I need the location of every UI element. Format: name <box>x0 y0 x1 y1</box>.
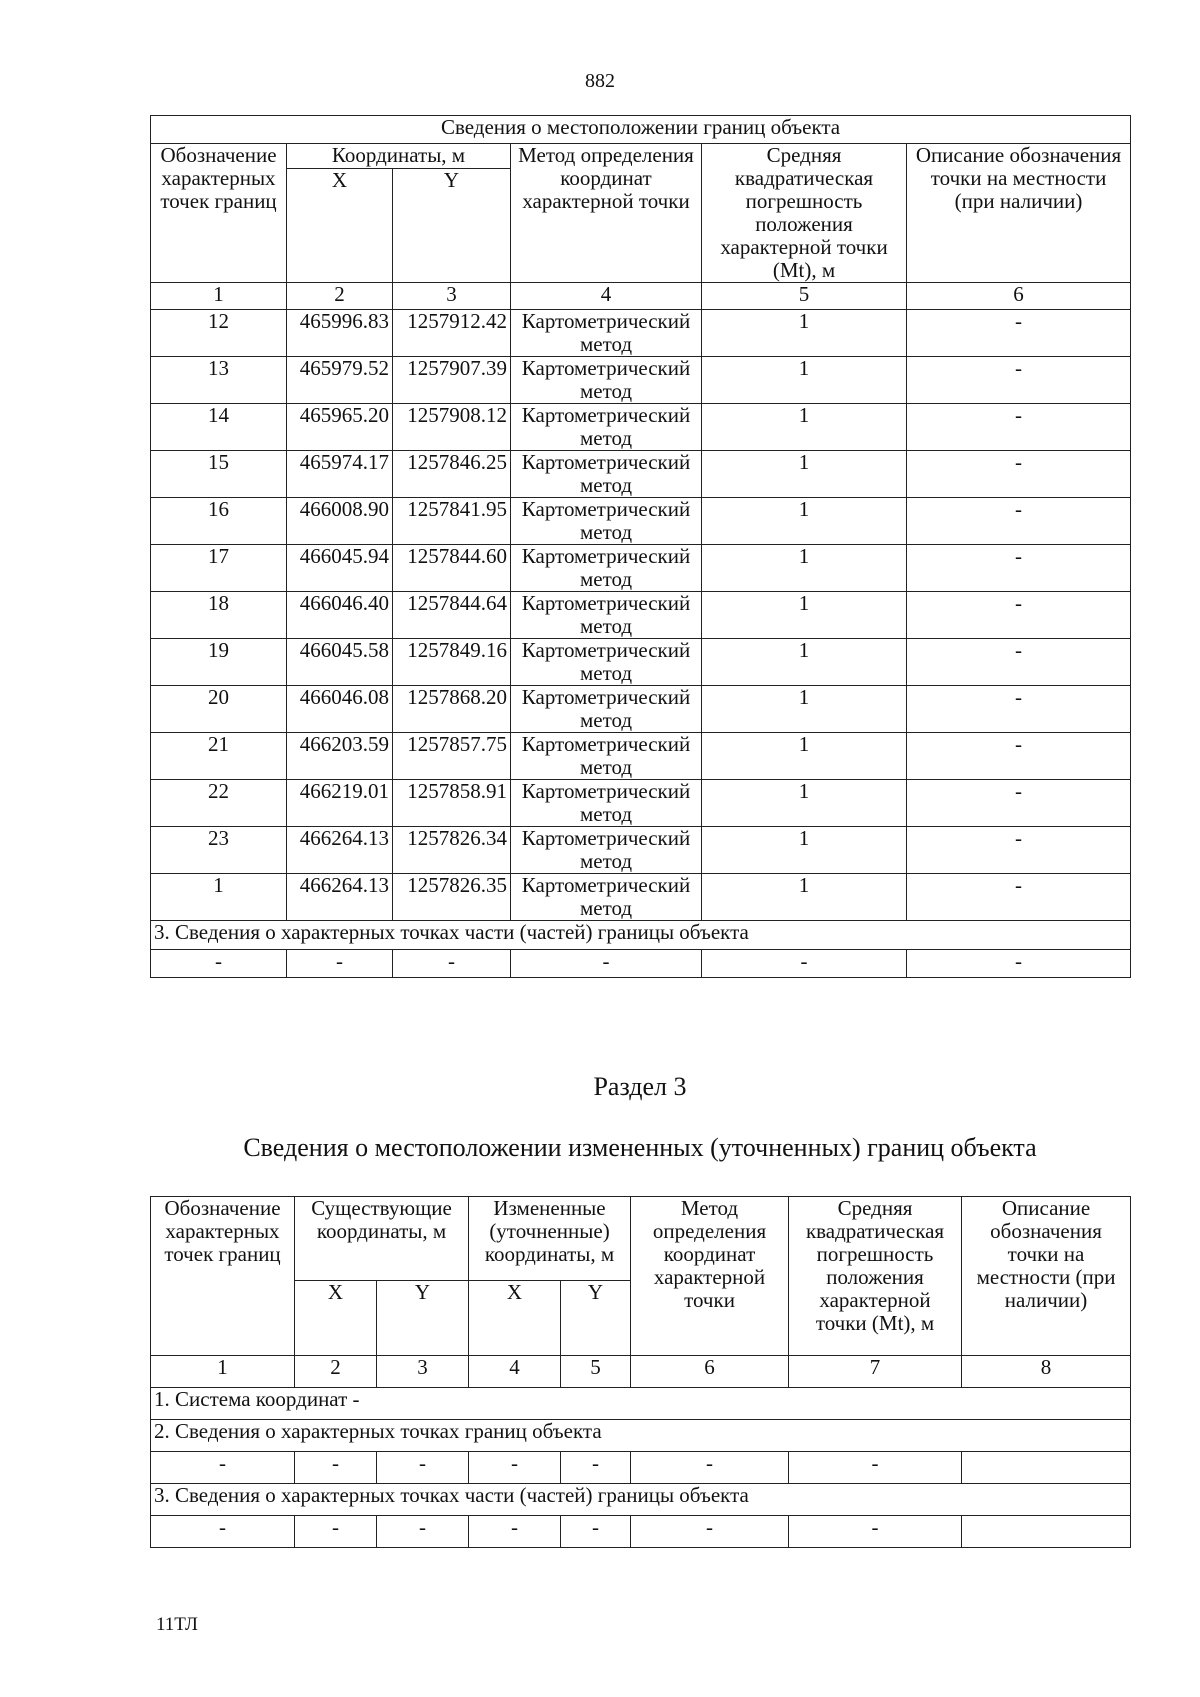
header-row <box>151 144 1131 169</box>
header-description: Описание обозначения точки на местности (при наличии) <box>907 144 1131 283</box>
method-cell: Картометрический метод <box>511 780 702 827</box>
error-cell: 1 <box>702 780 907 827</box>
column-number-row <box>151 1356 1131 1388</box>
changed-boundaries-table <box>150 1196 1131 1548</box>
y-coordinate-cell: 1257826.35 <box>393 874 511 921</box>
parts-section-label: 3. Сведения о характерных точках части (частей) границы объекта <box>151 921 1131 950</box>
description-cell: - <box>907 357 1131 404</box>
method-cell: Картометрический метод <box>511 874 702 921</box>
parts-section-row <box>151 921 1131 950</box>
y-coordinate-cell: 1257844.60 <box>393 545 511 592</box>
point-number-cell: 12 <box>151 310 287 357</box>
empty-cell: - <box>789 1452 962 1484</box>
column-number: 7 <box>789 1356 962 1388</box>
description-cell: - <box>907 451 1131 498</box>
y-coordinate-cell: 1257908.12 <box>393 404 511 451</box>
method-cell: Картометрический метод <box>511 639 702 686</box>
y-coordinate-cell: 1257841.95 <box>393 498 511 545</box>
y-coordinate-cell: 1257907.39 <box>393 357 511 404</box>
table-row <box>151 827 1131 874</box>
table-title: Сведения о местоположении границ объекта <box>151 116 1131 144</box>
header-row <box>151 1197 1131 1281</box>
parts-data-row <box>151 950 1131 978</box>
method-cell: Картометрический метод <box>511 404 702 451</box>
error-cell: 1 <box>702 639 907 686</box>
empty-cell: - <box>151 1452 295 1484</box>
empty-cell: - <box>511 950 702 978</box>
y-coordinate-cell: 1257857.75 <box>393 733 511 780</box>
empty-cell: - <box>702 950 907 978</box>
table-row <box>151 874 1131 921</box>
header-designation: Обозначение характерных точек границ <box>151 1197 295 1356</box>
header-error: Средняя квадратическая погрешность положения характерной точки (Mt), м <box>702 144 907 283</box>
document-code: 11ТЛ <box>156 1614 198 1635</box>
header-x: X <box>295 1281 377 1356</box>
column-number: 8 <box>962 1356 1131 1388</box>
header-error: Средняя квадратическая погрешность положения характерной точки (Mt), м <box>789 1197 962 1356</box>
empty-cell: - <box>295 1452 377 1484</box>
table-title-row <box>151 116 1131 144</box>
error-cell: 1 <box>702 827 907 874</box>
x-coordinate-cell: 466219.01 <box>287 780 393 827</box>
method-cell: Картометрический метод <box>511 592 702 639</box>
description-cell: - <box>907 733 1131 780</box>
point-number-cell: 21 <box>151 733 287 780</box>
table-row <box>151 686 1131 733</box>
description-cell: - <box>907 310 1131 357</box>
header-y: Y <box>393 169 511 283</box>
x-coordinate-cell: 465974.17 <box>287 451 393 498</box>
point-number-cell: 15 <box>151 451 287 498</box>
description-cell: - <box>907 404 1131 451</box>
points-section-row <box>151 1420 1131 1452</box>
y-coordinate-cell: 1257846.25 <box>393 451 511 498</box>
method-cell: Картометрический метод <box>511 498 702 545</box>
column-number: 6 <box>907 283 1131 310</box>
error-cell: 1 <box>702 592 907 639</box>
point-number-cell: 14 <box>151 404 287 451</box>
column-number: 5 <box>561 1356 631 1388</box>
header-x: X <box>287 169 393 283</box>
x-coordinate-cell: 466046.40 <box>287 592 393 639</box>
column-number: 4 <box>469 1356 561 1388</box>
point-number-cell: 13 <box>151 357 287 404</box>
description-cell: - <box>907 874 1131 921</box>
description-cell: - <box>907 827 1131 874</box>
header-designation: Обозначение характерных точек границ <box>151 144 287 283</box>
empty-cell: - <box>295 1516 377 1548</box>
table-row <box>151 451 1131 498</box>
description-cell: - <box>907 639 1131 686</box>
error-cell: 1 <box>702 733 907 780</box>
empty-cell: - <box>151 1516 295 1548</box>
header-changed-coordinates: Измененные (уточненные) координаты, м <box>469 1197 631 1281</box>
header-x: X <box>469 1281 561 1356</box>
section-subtitle: Сведения о местоположении измененных (уточненных) границ объекта <box>243 1133 1037 1162</box>
column-number: 5 <box>702 283 907 310</box>
table-row <box>151 404 1131 451</box>
method-cell: Картометрический метод <box>511 451 702 498</box>
x-coordinate-cell: 466264.13 <box>287 874 393 921</box>
header-method: Метод определения координат характерной точки <box>511 144 702 283</box>
header-existing-coordinates: Существующие координаты, м <box>295 1197 469 1281</box>
description-cell: - <box>907 498 1131 545</box>
empty-cell: - <box>561 1516 631 1548</box>
point-number-cell: 20 <box>151 686 287 733</box>
header-y: Y <box>561 1281 631 1356</box>
point-number-cell: 1 <box>151 874 287 921</box>
error-cell: 1 <box>702 404 907 451</box>
empty-cell: - <box>907 950 1131 978</box>
description-cell: - <box>907 686 1131 733</box>
description-cell: - <box>907 545 1131 592</box>
table-row <box>151 780 1131 827</box>
point-number-cell: 17 <box>151 545 287 592</box>
table-row <box>151 545 1131 592</box>
column-number: 3 <box>377 1356 469 1388</box>
boundary-location-table <box>150 115 1131 978</box>
method-cell: Картометрический метод <box>511 545 702 592</box>
empty-cell <box>962 1452 1131 1484</box>
x-coordinate-cell: 466046.08 <box>287 686 393 733</box>
description-cell: - <box>907 592 1131 639</box>
method-cell: Картометрический метод <box>511 357 702 404</box>
parts-section-row <box>151 1484 1131 1516</box>
table-row <box>151 639 1131 686</box>
y-coordinate-cell: 1257844.64 <box>393 592 511 639</box>
error-cell: 1 <box>702 545 907 592</box>
x-coordinate-cell: 466008.90 <box>287 498 393 545</box>
y-coordinate-cell: 1257826.34 <box>393 827 511 874</box>
point-number-cell: 19 <box>151 639 287 686</box>
error-cell: 1 <box>702 686 907 733</box>
parts-data-row <box>151 1516 1131 1548</box>
empty-cell: - <box>377 1516 469 1548</box>
point-number-cell: 22 <box>151 780 287 827</box>
error-cell: 1 <box>702 451 907 498</box>
table-row <box>151 498 1131 545</box>
x-coordinate-cell: 465965.20 <box>287 404 393 451</box>
y-coordinate-cell: 1257868.20 <box>393 686 511 733</box>
column-number: 1 <box>151 283 287 310</box>
point-number-cell: 23 <box>151 827 287 874</box>
x-coordinate-cell: 466045.58 <box>287 639 393 686</box>
page-number: 882 <box>585 70 615 92</box>
error-cell: 1 <box>702 874 907 921</box>
column-number-row <box>151 283 1131 310</box>
empty-cell: - <box>631 1516 789 1548</box>
column-number: 6 <box>631 1356 789 1388</box>
empty-cell: - <box>561 1452 631 1484</box>
header-coordinates: Координаты, м <box>287 144 511 169</box>
header-method: Метод определения координат характерной точки <box>631 1197 789 1356</box>
parts-section-label: 3. Сведения о характерных точках части (частей) границы объекта <box>151 1484 1131 1516</box>
column-number: 2 <box>295 1356 377 1388</box>
method-cell: Картометрический метод <box>511 686 702 733</box>
coordinate-system-label: 1. Система координат - <box>151 1388 1131 1420</box>
table-row <box>151 592 1131 639</box>
error-cell: 1 <box>702 498 907 545</box>
table-row <box>151 310 1131 357</box>
column-number: 1 <box>151 1356 295 1388</box>
section-title: Раздел 3 <box>593 1072 687 1101</box>
empty-cell: - <box>287 950 393 978</box>
header-description: Описание обозначения точки на местности (при наличии) <box>962 1197 1131 1356</box>
description-cell: - <box>907 780 1131 827</box>
column-number: 2 <box>287 283 393 310</box>
column-number: 3 <box>393 283 511 310</box>
empty-cell: - <box>151 950 287 978</box>
empty-cell: - <box>631 1452 789 1484</box>
header-y: Y <box>377 1281 469 1356</box>
method-cell: Картометрический метод <box>511 827 702 874</box>
y-coordinate-cell: 1257858.91 <box>393 780 511 827</box>
empty-cell: - <box>469 1452 561 1484</box>
x-coordinate-cell: 465996.83 <box>287 310 393 357</box>
points-data-row <box>151 1452 1131 1484</box>
point-number-cell: 16 <box>151 498 287 545</box>
table-row <box>151 733 1131 780</box>
point-number-cell: 18 <box>151 592 287 639</box>
empty-cell: - <box>377 1452 469 1484</box>
error-cell: 1 <box>702 357 907 404</box>
empty-cell: - <box>789 1516 962 1548</box>
column-number: 4 <box>511 283 702 310</box>
x-coordinate-cell: 466203.59 <box>287 733 393 780</box>
empty-cell: - <box>393 950 511 978</box>
method-cell: Картометрический метод <box>511 733 702 780</box>
empty-cell: - <box>469 1516 561 1548</box>
y-coordinate-cell: 1257849.16 <box>393 639 511 686</box>
method-cell: Картометрический метод <box>511 310 702 357</box>
empty-cell <box>962 1516 1131 1548</box>
coordinate-system-row <box>151 1388 1131 1420</box>
points-section-label: 2. Сведения о характерных точках границ объекта <box>151 1420 1131 1452</box>
error-cell: 1 <box>702 310 907 357</box>
x-coordinate-cell: 465979.52 <box>287 357 393 404</box>
x-coordinate-cell: 466045.94 <box>287 545 393 592</box>
x-coordinate-cell: 466264.13 <box>287 827 393 874</box>
y-coordinate-cell: 1257912.42 <box>393 310 511 357</box>
table-row <box>151 357 1131 404</box>
